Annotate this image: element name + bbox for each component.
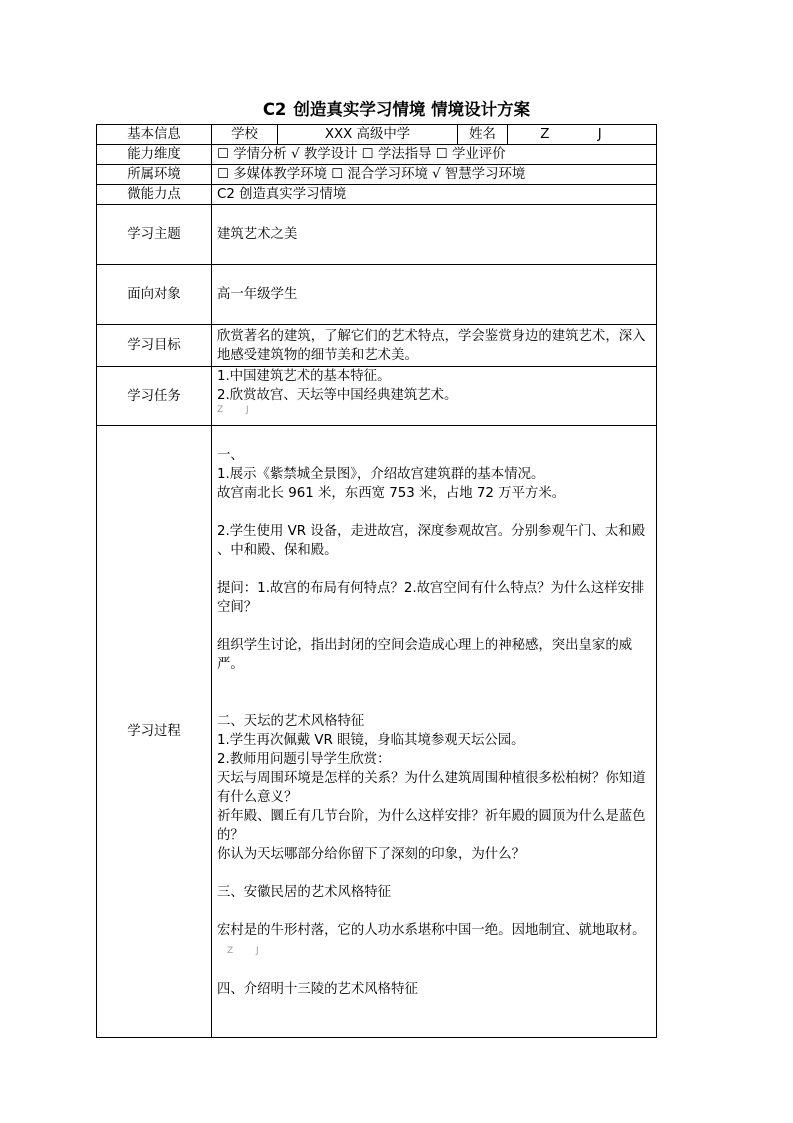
process-p2: 1.展示《紫禁城全景图》，介绍故宫建筑群的基本情况。 bbox=[217, 467, 545, 482]
goal-value: 欣赏著名的建筑，了解它们的艺术特点，学会鉴赏身边的建筑艺术，深入地感受建筑物的细节美和艺术美。 bbox=[212, 325, 657, 367]
row-audience bbox=[97, 265, 657, 325]
audience-label: 面向对象 bbox=[97, 265, 212, 325]
process-p6: 组织学生讨论，指出封闭的空间会造成心理上的神秘感，突出皇家的威严。 bbox=[217, 638, 633, 672]
process-p4: 2.学生使用 VR 设备，走进故宫，深度参观故宫。分别参观午门、太和殿 、中和殿、保和殿。 bbox=[217, 524, 646, 558]
process-p11: 祈年殿、圜丘有几节台阶，为什么这样安排？祈年殿的圆顶为什么是蓝色的？ bbox=[217, 809, 646, 843]
school-label: 学校 bbox=[212, 125, 278, 145]
task-line-1: 1.中国建筑艺术的基本特征。 bbox=[217, 369, 391, 384]
task-line-2: 2.欣赏故宫、天坛等中国经典建筑艺术。 bbox=[217, 388, 458, 403]
theme-label: 学习主题 bbox=[97, 205, 212, 265]
task-mark: Z J bbox=[217, 405, 259, 415]
goal-label: 学习目标 bbox=[97, 325, 212, 367]
document-title bbox=[0, 99, 793, 121]
ability-value: ☐ 学情分析 √ 教学设计 ☐ 学法指导 ☐ 学业评价 bbox=[212, 145, 657, 165]
process-p14-mark: Z J bbox=[227, 946, 269, 956]
row-task bbox=[97, 367, 657, 426]
process-p9: 2.教师用问题引导学生欣赏： bbox=[217, 752, 391, 767]
name-label: 姓名 bbox=[458, 125, 508, 145]
theme-value: 建筑艺术之美 bbox=[212, 205, 657, 265]
process-p8: 1.学生再次佩戴 VR 眼镜，身临其境参观天坛公园。 bbox=[217, 733, 525, 748]
micro-value: C2 创造真实学习情境 bbox=[212, 185, 657, 205]
process-p13: 三、安徽民居的艺术风格特征 bbox=[217, 885, 392, 900]
task-label: 学习任务 bbox=[97, 367, 212, 426]
process-p7: 二、天坛的艺术风格特征 bbox=[217, 714, 365, 729]
title-code: C2 bbox=[262, 100, 287, 119]
row-goal bbox=[97, 325, 657, 367]
process-p5: 提问：1.故宫的布局有何特点？2.故宫空间有什么特点？为什么这样安排空间？ bbox=[217, 581, 645, 615]
basic-info-label: 基本信息 bbox=[97, 125, 212, 145]
process-content bbox=[212, 426, 657, 1038]
row-ability bbox=[97, 145, 657, 165]
row-process bbox=[97, 426, 657, 1038]
row-micro-ability bbox=[97, 185, 657, 205]
row-environment bbox=[97, 165, 657, 185]
task-value bbox=[212, 367, 657, 426]
row-basic-info bbox=[97, 125, 657, 145]
design-form-table bbox=[96, 124, 657, 1038]
process-p14 bbox=[217, 921, 651, 961]
environment-label: 所属环境 bbox=[97, 165, 212, 185]
environment-value: ☐ 多媒体教学环境 ☐ 混合学习环境 √ 智慧学习环境 bbox=[212, 165, 657, 185]
process-p1: 一、 bbox=[217, 448, 244, 463]
title-main: 创造真实学习情境 情境设计方案 bbox=[293, 100, 531, 119]
process-label: 学习过程 bbox=[97, 426, 212, 1038]
process-p3: 故宫南北长 961 米，东西宽 753 米，占地 72 万平方米。 bbox=[217, 486, 566, 501]
name-value: Z J bbox=[508, 125, 657, 145]
school-value: XXX 高级中学 bbox=[278, 125, 458, 145]
process-p12: 你认为天坛哪部分给你留下了深刻的印象，为什么？ bbox=[217, 847, 525, 862]
ability-label: 能力维度 bbox=[97, 145, 212, 165]
process-p15: 四、介绍明十三陵的艺术风格特征 bbox=[217, 982, 418, 997]
audience-value: 高一年级学生 bbox=[212, 265, 657, 325]
micro-label: 微能力点 bbox=[97, 185, 212, 205]
process-p10: 天坛与周围环境是怎样的关系？为什么建筑周围种植很多松柏树？你知道有什么意义？ bbox=[217, 771, 646, 805]
process-p14-text: 宏村是的牛形村落，它的人功水系堪称中国一绝。因地制宜、就地取材。 bbox=[217, 923, 646, 938]
row-theme bbox=[97, 205, 657, 265]
